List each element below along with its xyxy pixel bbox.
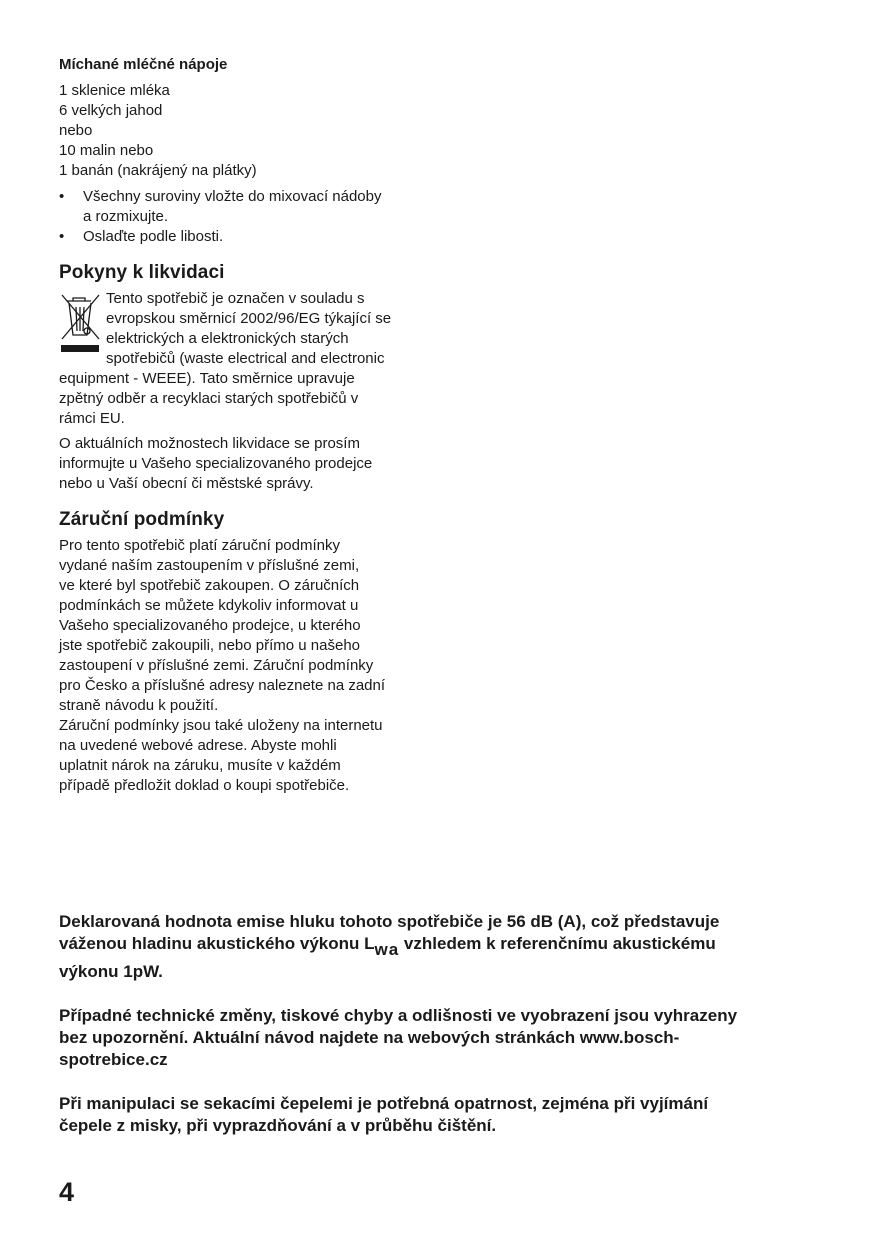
ingredient-line: nebo: [59, 122, 93, 139]
subscript-wa: wa: [374, 940, 400, 959]
changes-line: Případné technické změny, tiskové chyby a odlišnosti ve vyobrazení jsou vyhrazeny: [59, 1006, 738, 1025]
noise-line: váženou hladinu akustického výkonu L: [59, 934, 375, 953]
warranty-line: Záruční podmínky jsou také uloženy na internetu: [59, 717, 383, 734]
disposal-line: evropskou směrnicí 2002/96/EG týkající se: [106, 310, 392, 327]
warranty-line: případě předložit doklad o koupi spotřebiče.: [59, 777, 350, 794]
disposal-line: zpětný odběr a recyklaci starých spotřebičů v: [59, 390, 359, 407]
warranty-line: uplatnit nárok na záruku, musíte v každém: [59, 757, 341, 774]
warranty-line: podmínkách se můžete kdykoliv informovat u: [59, 597, 359, 614]
weee-crossed-bin-icon: [59, 291, 103, 353]
step-line: Oslaďte podle libosti.: [83, 228, 224, 245]
ingredient-line: 6 velkých jahod: [59, 102, 163, 119]
warranty-line: jste spotřebič zakoupili, nebo přímo u našeho: [59, 637, 361, 654]
disposal-line: Tento spotřebič je označen v souladu s: [106, 290, 365, 307]
blades-notice: [59, 1093, 819, 1137]
changes-line: bez upozornění. Aktuální návod najdete na webových stránkách www.bosch-: [59, 1028, 680, 1047]
disposal-info-line: nebo u Vaší obecní či městské správy.: [59, 475, 314, 492]
page-number: 4: [59, 1177, 75, 1207]
warranty-line: na uvedené webové adrese. Abyste mohli: [59, 737, 337, 754]
warranty-line: pro Česko a příslušné adresy naleznete na zadní: [59, 677, 386, 694]
warranty-line: Pro tento spotřebič platí záruční podmínky: [59, 537, 340, 554]
noise-line: Deklarovaná hodnota emise hluku tohoto spotřebiče je 56 dB (A), což představuje: [59, 912, 720, 931]
notices-block: [59, 911, 819, 1159]
noise-notice: [59, 911, 819, 983]
disposal-info-line: O aktuálních možnostech likvidace se prosím: [59, 435, 360, 452]
warranty-heading: Záruční podmínky: [59, 509, 225, 530]
ingredient-line: 10 malin nebo: [59, 142, 154, 159]
warranty-text: [59, 536, 439, 796]
recipe-step: [59, 227, 439, 247]
step-line: a rozmixujte.: [83, 208, 169, 225]
bullet-icon: •: [59, 188, 65, 205]
disposal-line: rámci EU.: [59, 410, 125, 427]
disposal-info-paragraph: [59, 434, 439, 494]
recipe-steps: [59, 187, 439, 247]
recipe-step: [59, 187, 439, 227]
disposal-text: [59, 289, 439, 494]
warranty-line: Vašeho specializovaného prodejce, u kterého: [59, 617, 361, 634]
ingredient-line: 1 banán (nakrájený na plátky): [59, 162, 257, 179]
blades-line: čepele z misky, při vyprazdňování a v průběhu čištění.: [59, 1116, 497, 1135]
disposal-info-line: informujte u Vašeho specializovaného prodejce: [59, 455, 373, 472]
changes-line: spotrebice.cz: [59, 1050, 168, 1069]
disposal-line: spotřebičů (waste electrical and electronic: [106, 350, 385, 367]
disposal-heading: Pokyny k likvidaci: [59, 262, 225, 283]
warranty-line: straně návodu k použití.: [59, 697, 219, 714]
left-column: [59, 55, 439, 796]
ingredient-line: 1 sklenice mléka: [59, 82, 170, 99]
warranty-line: ve které byl spotřebič zakoupen. O záručních: [59, 577, 360, 594]
bullet-icon: •: [59, 228, 65, 245]
disposal-line: equipment - WEEE). Tato směrnice upravuje: [59, 370, 355, 387]
noise-line: výkonu 1pW.: [59, 962, 163, 981]
recipe-ingredients: [59, 81, 439, 181]
recipe-title: Míchané mléčné nápoje: [59, 56, 228, 73]
warranty-line: zastoupení v příslušné zemi. Záruční podmínky: [59, 657, 374, 674]
step-line: Všechny suroviny vložte do mixovací nádoby: [83, 188, 382, 205]
noise-line: vzhledem k referenčnímu akustickému: [399, 934, 716, 953]
warranty-line: vydané naším zastoupením v příslušné zemi,: [59, 557, 360, 574]
disposal-line: elektrických a elektronických starých: [106, 330, 349, 347]
changes-notice: [59, 1005, 819, 1071]
blades-line: Při manipulaci se sekacími čepelemi je potřebná opatrnost, zejména při vyjímání: [59, 1094, 709, 1113]
